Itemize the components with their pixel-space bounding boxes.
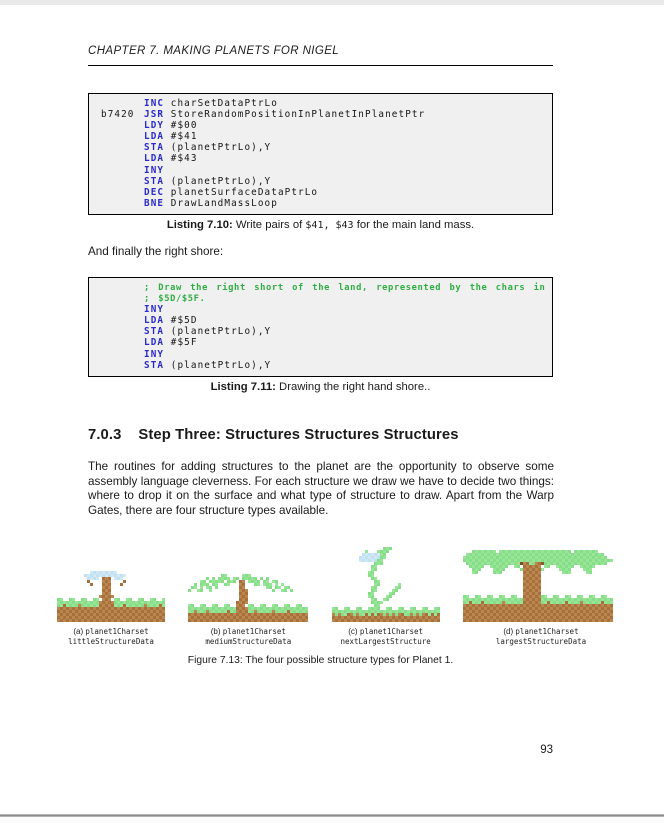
medium-structure-sprite xyxy=(188,574,308,622)
figure-c-structure-name: nextLargestStructure xyxy=(340,636,431,646)
figure-d-charset-name: planet1Charset xyxy=(515,627,579,636)
code-line: DEC planetSurfaceDataPtrLo xyxy=(144,186,319,198)
caption-text: Listing 7.11: xyxy=(210,381,276,393)
code-line: STA (planetPtrLo),Y xyxy=(144,175,272,187)
code-listing-7-11 xyxy=(88,277,553,377)
code-line: INY xyxy=(144,348,165,360)
page-number: 93 xyxy=(540,744,553,756)
figure-b xyxy=(188,546,308,646)
code-line: INY xyxy=(144,164,165,176)
next-largest-structure-sprite xyxy=(332,547,440,622)
code-line: LDA #$5D xyxy=(144,315,198,327)
body-paragraph: The routines for adding structures to the planet are the opportunity to observe some assembly language cleverness. For each structure we draw we have to decide two things: where to drop it on the surface and what type of structure to draw. Apart from the Warp Gates, there are four structure types available. xyxy=(88,460,554,518)
code-line: STA (planetPtrLo),Y xyxy=(144,359,272,371)
sprite-area xyxy=(188,546,308,622)
code-line: ; $5D/$5F. xyxy=(144,294,206,305)
section-number: 7.0.3 xyxy=(88,427,122,443)
code-line: ; Draw the right short of the land, represented by the chars in xyxy=(144,283,546,293)
figure-b-caption xyxy=(205,627,291,646)
caption-text: for the main land mass. xyxy=(353,219,475,231)
listing-7-10-caption xyxy=(88,219,553,231)
caption-text: Listing 7.10: xyxy=(166,219,233,231)
code-line: INY xyxy=(144,304,165,316)
figure-d-label: (d) xyxy=(503,627,514,636)
figure-a-structure-name: littleStructureData xyxy=(68,636,154,646)
figures-row xyxy=(57,546,619,646)
figure-a xyxy=(57,546,165,646)
caption-text: Write pairs of xyxy=(232,219,306,231)
code-line: LDA #$5F xyxy=(144,337,198,349)
figure-d xyxy=(463,546,619,646)
figure-a-caption xyxy=(68,627,154,646)
sprite-area xyxy=(463,546,619,622)
figure-c xyxy=(332,546,440,646)
intro-text: And finally the right shore: xyxy=(88,245,224,258)
figure-b-label: (b) xyxy=(210,627,221,636)
figure-d-structure-name: largestStructureData xyxy=(495,636,587,646)
caption-text: $41, $43 xyxy=(305,220,354,231)
figure-a-label: (a) xyxy=(73,627,84,636)
code-listing-7-10 xyxy=(88,93,553,215)
little-structure-sprite xyxy=(57,571,165,622)
largest-structure-sprite xyxy=(463,550,619,622)
figure-c-charset-name: planet1Charset xyxy=(359,627,424,636)
chapter-header: CHAPTER 7. MAKING PLANETS FOR NIGEL xyxy=(88,45,553,66)
code-line: LDA #$43 xyxy=(144,153,198,165)
page-bottom-edge xyxy=(0,817,664,823)
figure-c-caption xyxy=(341,627,431,646)
code-line: b7420 JSR StoreRandomPositionInPlanetInPlanetPtr xyxy=(101,109,426,121)
figure-b-charset-name: planet1Charset xyxy=(222,627,286,636)
code-line: STA (planetPtrLo),Y xyxy=(144,326,272,338)
figure-a-charset-name: planet1Charset xyxy=(85,627,149,636)
code-line: STA (planetPtrLo),Y xyxy=(144,142,272,154)
figure-c-label: (c) xyxy=(348,627,358,636)
code-line: LDY #$00 xyxy=(144,120,198,132)
listing-7-11-caption xyxy=(88,381,553,393)
figure-d-caption xyxy=(496,627,586,646)
code-line: INC charSetDataPtrLo xyxy=(144,98,278,109)
code-line: LDA #$41 xyxy=(144,131,198,143)
page-top-edge xyxy=(0,0,664,5)
figure-caption: Figure 7.13: The four possible structure types for Planet 1. xyxy=(187,655,454,666)
caption-text: Drawing the right hand shore.. xyxy=(275,381,431,393)
section-title: Step Three: Structures Structures Structures xyxy=(138,427,459,443)
section-heading xyxy=(88,427,459,443)
figure-b-structure-name: mediumStructureData xyxy=(205,636,292,646)
sprite-area xyxy=(332,546,440,622)
sprite-area xyxy=(57,546,165,622)
code-line: BNE DrawLandMassLoop xyxy=(144,197,278,209)
